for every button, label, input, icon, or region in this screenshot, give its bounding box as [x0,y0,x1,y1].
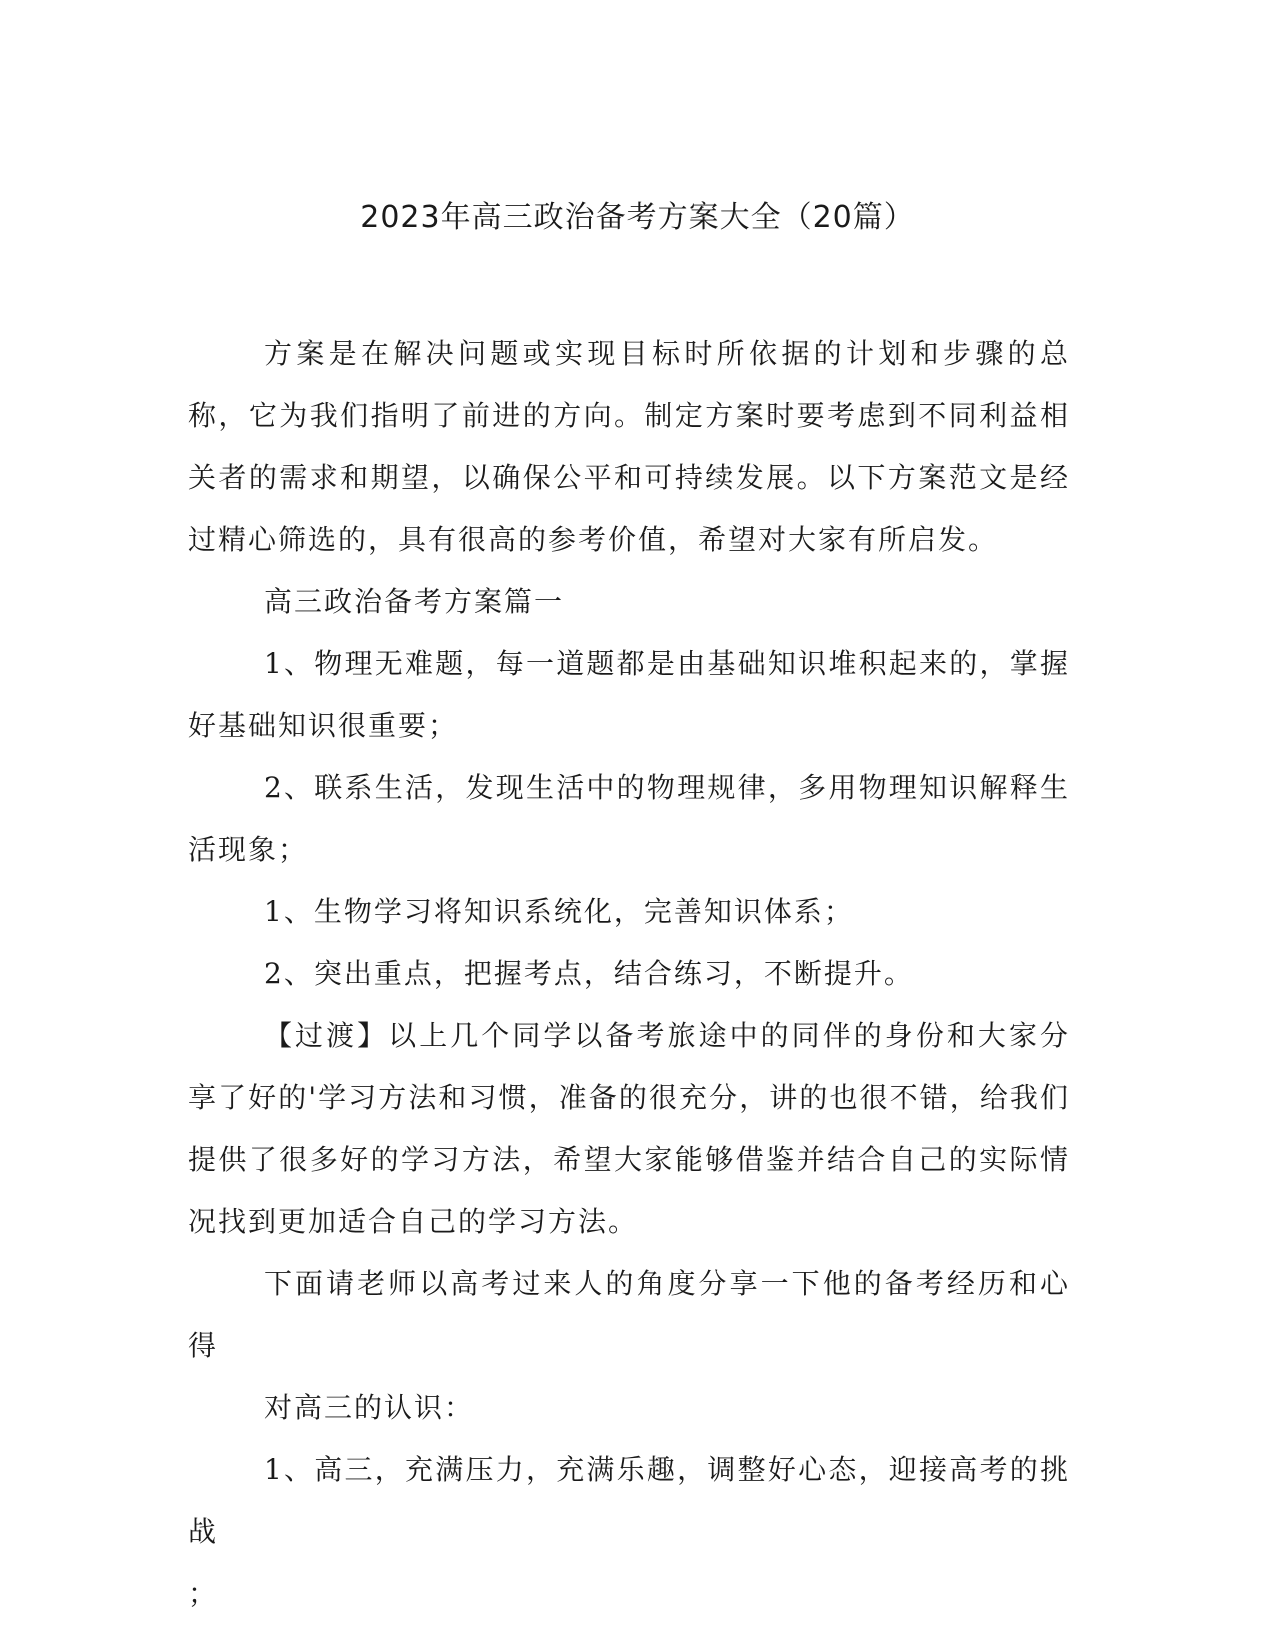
document-title: 2023年高三政治备考方案大全（20篇） [360,200,915,235]
paragraph: 1、高三，充满压力，充满乐趣，调整好心态，迎接高考的挑战 [188,1453,1070,1548]
section-heading: 高三政治备考方案篇一 [264,585,565,618]
document-body [188,323,1070,1625]
intro-paragraph: 方案是在解决问题或实现目标时所依据的计划和步骤的总称，它为我们指明了前进的方向。制定方案时要考虑到不同利益相关者的需求和期望，以确保公平和可持续发展。以下方案范文是经过精心筛选的，具有很高的参考价值，希望对大家有所启发。 [188,337,1070,556]
paragraph: 2、联系生活，发现生活中的物理规律，多用物理知识解释生活现象； [188,771,1070,866]
paragraph: 下面请老师以高考过来人的角度分享一下他的备考经历和心得 [188,1267,1070,1362]
paragraph: ； [188,1577,219,1610]
paragraph: 1、物理无难题，每一道题都是由基础知识堆积起来的，掌握好基础知识很重要； [188,647,1070,742]
paragraph: 2、突出重点，把握考点，结合练习，不断提升。 [264,957,914,990]
paragraph: 对高三的认识： [264,1391,475,1424]
paragraph: 【过渡】以上几个同学以备考旅途中的同伴的身份和大家分享了好的'学习方法和习惯，准备的很充分，讲的也很不错，给我们提供了很多好的学习方法，希望大家能够借鉴并结合自己的实际情况找到更加适合自己的学习方法。 [188,1019,1070,1238]
paragraph: 1、生物学习将知识系统化，完善知识体系； [264,895,854,928]
